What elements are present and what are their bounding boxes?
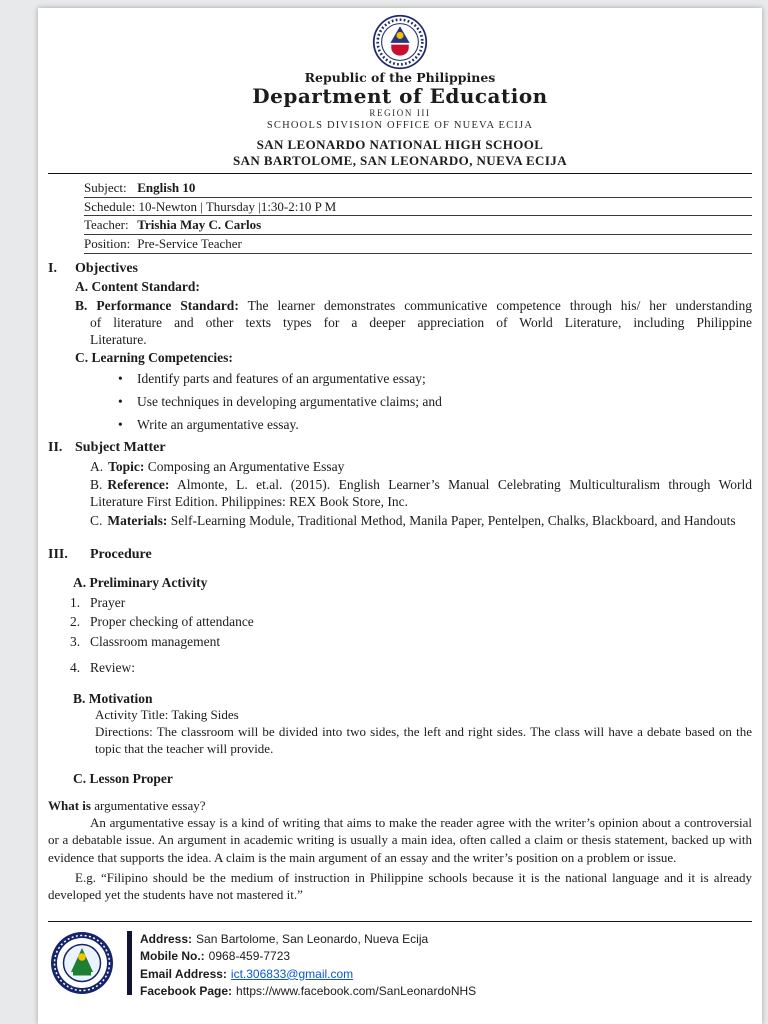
footer-email xyxy=(140,966,476,983)
section-title: Objectives xyxy=(75,261,138,277)
materials-text: Self-Learning Module, Traditional Method, Manila Paper, Pentelpen, Chalks, Blackboard, and Handouts xyxy=(170,512,736,528)
step-number: 4. xyxy=(70,659,81,675)
lesson-paragraph: An argumentative essay is a kind of writing that aims to make the reader agree with the writer’s opinion about a controversial or a debatable issue. An argument in academic writing is usually a main idea, often called a claim or thesis statement, backed up with evidence that supports the idea. A claim is the main argument of an essay and the writer’s position on a problem or issue. xyxy=(48,815,752,865)
school-seal-icon xyxy=(50,931,114,995)
reference-item xyxy=(90,477,752,510)
preliminary-steps xyxy=(48,595,752,677)
facebook-value: https://www.facebook.com/SanLeonardoNHS xyxy=(236,984,477,999)
address-label: Address: xyxy=(140,932,193,946)
teacher-label: Teacher: xyxy=(84,217,129,233)
section-numeral: I. xyxy=(48,261,57,277)
item-prefix: C. xyxy=(90,512,103,528)
header-divider xyxy=(48,173,752,174)
performance-standard xyxy=(75,298,752,348)
materials-label: Materials: xyxy=(107,512,168,528)
competency-item xyxy=(48,371,752,388)
email-label: Email Address: xyxy=(140,966,227,981)
performance-standard-label: B. Performance Standard: xyxy=(75,298,239,314)
footer-mobile xyxy=(140,948,476,965)
reference-text: Almonte, L. et.al. (2015). English Learner’s Manual Celebrating Multiculturalism through World Literature First Edition. Philippines: REX Book Store, Inc. xyxy=(90,477,752,510)
competency-text: Write an argumentative essay. xyxy=(137,416,299,432)
section-subject-matter-heading xyxy=(48,439,752,456)
step-number: 2. xyxy=(70,614,81,630)
item-prefix: B. xyxy=(90,477,103,493)
position-value: Pre-Service Teacher xyxy=(137,236,242,252)
section-title: Subject Matter xyxy=(75,440,166,456)
section-title: Procedure xyxy=(90,546,152,562)
section-numeral: II. xyxy=(48,440,63,456)
competency-text: Use techniques in developing argumentative claims; and xyxy=(137,393,442,409)
section-objectives-heading xyxy=(48,260,752,277)
region-line: REGION III xyxy=(369,107,431,118)
preliminary-activity-title: A. Preliminary Activity xyxy=(73,575,208,591)
footer-contact-info xyxy=(140,931,476,1001)
school-address: SAN BARTOLOME, SAN LEONARDO, NUEVA ECIJA xyxy=(233,153,567,169)
materials-item xyxy=(90,513,752,530)
footer-facebook xyxy=(140,983,476,1000)
procedure-step xyxy=(70,595,752,612)
competency-item xyxy=(48,417,752,434)
step-text: Prayer xyxy=(90,594,126,610)
motivation-directions: Directions: The classroom will be divided into two sides, the left and right sides. The class will have a debate based on the topic that the teacher will provide. xyxy=(95,724,752,756)
section-procedure-heading xyxy=(48,546,752,563)
lesson-proper-title: C. Lesson Proper xyxy=(73,771,173,787)
topic-item xyxy=(90,459,752,476)
step-text: Review: xyxy=(90,659,135,675)
document-page xyxy=(38,8,762,1024)
competency-item xyxy=(48,394,752,411)
division-line: SCHOOLS DIVISION OFFICE OF NUEVA ECIJA xyxy=(266,119,534,131)
info-row-position xyxy=(84,235,752,254)
class-info-table xyxy=(84,179,752,254)
motivation-title: B. Motivation xyxy=(73,690,153,706)
schedule-label: Schedule: xyxy=(84,198,136,214)
competencies-list xyxy=(48,371,752,433)
info-row-schedule xyxy=(84,198,752,217)
item-prefix: A. xyxy=(90,458,104,474)
step-number: 1. xyxy=(70,594,81,610)
lesson-example: E.g. “Filipino should be the medium of instruction in Philippine schools because it is the national language and it is already developed yet the students have not mastered it.” xyxy=(48,869,752,903)
deped-seal-icon xyxy=(372,14,428,70)
competency-text: Identify parts and features of an argumentative essay; xyxy=(137,371,426,387)
performance-standard-text: The learner demonstrates communicative competence through his/ her understanding of literature and other texts types for a deeper appreciation of World Literature, including Philippine Literature. xyxy=(90,298,752,347)
step-text: Proper checking of attendance xyxy=(90,614,254,630)
procedure-step xyxy=(70,634,752,651)
school-name: SAN LEONARDO NATIONAL HIGH SCHOOL xyxy=(256,137,544,153)
mobile-label: Mobile No.: xyxy=(140,949,205,964)
bullet-icon: • xyxy=(118,393,123,409)
step-number: 3. xyxy=(70,634,81,650)
bullet-icon: • xyxy=(118,416,123,432)
document-header xyxy=(48,14,752,174)
lesson-question xyxy=(48,798,752,814)
info-row-subject xyxy=(84,179,752,198)
document-footer xyxy=(48,921,752,1001)
teacher-value: Trishia May C. Carlos xyxy=(137,217,262,233)
address-value: San Bartolome, San Leonardo, Nueva Ecija xyxy=(196,932,429,946)
info-row-teacher xyxy=(84,216,752,235)
procedure-step xyxy=(70,660,752,677)
motivation-activity-title: Activity Title: Taking Sides xyxy=(95,707,239,723)
subject-label: Subject: xyxy=(84,179,127,195)
procedure-step xyxy=(70,614,752,631)
learning-competencies-label: C. Learning Competencies: xyxy=(75,350,233,366)
position-label: Position: xyxy=(84,236,131,252)
republic-line: Republic of the Philippines xyxy=(304,70,496,85)
schedule-value: 10-Newton | Thursday |1:30-2:10 P M xyxy=(138,198,337,214)
bullet-icon: • xyxy=(118,371,123,387)
topic-label: Topic: xyxy=(108,458,145,474)
document-body xyxy=(48,260,752,903)
reference-label: Reference: xyxy=(107,477,170,493)
email-link[interactable]: ict.306833@gmail.com xyxy=(230,966,354,981)
content-standard-label: A. Content Standard: xyxy=(75,279,200,295)
facebook-label: Facebook Page: xyxy=(140,984,233,999)
footer-divider-bar xyxy=(127,931,132,995)
department-line: Department of Education xyxy=(252,83,548,108)
section-numeral: III. xyxy=(48,546,68,562)
lesson-question-rest: argumentative essay? xyxy=(94,798,206,814)
mobile-value: 0968-459-7723 xyxy=(208,949,291,964)
subject-value: English 10 xyxy=(137,179,196,195)
lesson-question-bold: What is xyxy=(48,798,91,814)
footer-address xyxy=(140,931,476,948)
step-text: Classroom management xyxy=(90,634,221,650)
topic-text: Composing an Argumentative Essay xyxy=(147,458,345,474)
